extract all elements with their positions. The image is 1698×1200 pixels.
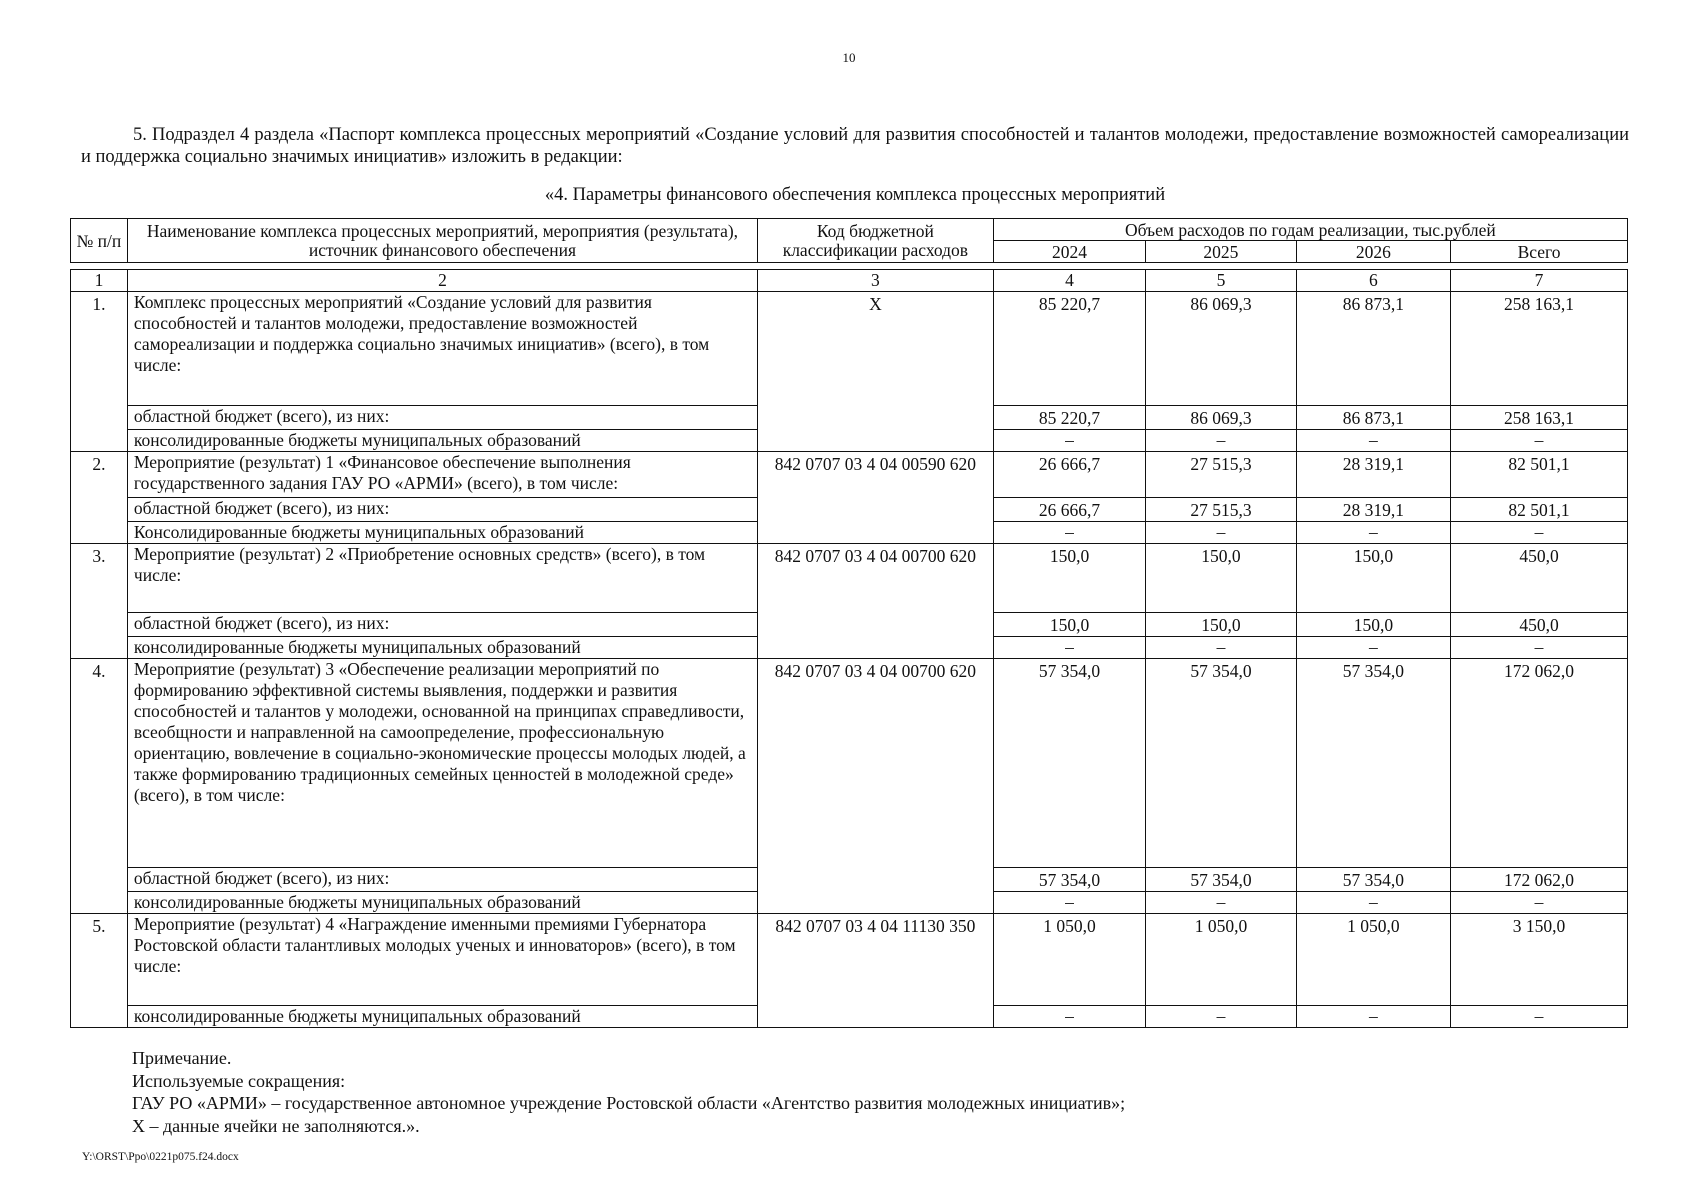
value-total: – [1451,637,1628,659]
row-name: областной бюджет (всего), из них: [127,498,757,522]
header-num: № п/п [71,219,128,263]
value-2024: 57 354,0 [993,659,1145,868]
value-2026: 150,0 [1296,613,1450,637]
value-2024: – [993,1006,1145,1028]
value-2024: 26 666,7 [993,452,1145,498]
table-row [71,452,1628,498]
row-name: консолидированные бюджеты муниципальных образований [127,637,757,659]
row-name: областной бюджет (всего), из них: [127,613,757,637]
value-total: 450,0 [1451,544,1628,613]
row-number: 3. [71,544,128,659]
table-row [71,914,1628,1006]
value-total: 172 062,0 [1451,868,1628,892]
row-code: X [758,292,994,452]
header-year-2025: 2025 [1146,241,1296,263]
header-code: Код бюджетной классификации расходов [758,219,994,263]
col-number: 6 [1296,270,1450,292]
value-total: – [1451,892,1628,914]
file-path: Y:\ORST\Ppo\0221p075.f24.docx [82,1151,239,1163]
value-2025: – [1146,892,1296,914]
value-2024: 150,0 [993,544,1145,613]
value-total: 450,0 [1451,613,1628,637]
value-2025: 27 515,3 [1146,498,1296,522]
note-heading: Примечание. [132,1048,232,1068]
value-2026: 86 873,1 [1296,292,1450,406]
value-2026: 28 319,1 [1296,498,1450,522]
header-volume: Объем расходов по годам реализации, тыс.рублей [993,219,1627,241]
table-title: «4. Параметры финансового обеспечения комплекса процессных мероприятий [544,185,1166,205]
col-number: 3 [758,270,994,292]
value-2026: – [1296,1006,1450,1028]
value-2024: 26 666,7 [993,498,1145,522]
value-2024: 85 220,7 [993,406,1145,430]
value-2025: 150,0 [1146,544,1296,613]
value-2024: – [993,637,1145,659]
row-name: консолидированные бюджеты муниципальных образований [127,1006,757,1028]
value-total: – [1451,430,1628,452]
col-number: 2 [127,270,757,292]
value-total: 258 163,1 [1451,292,1628,406]
value-2026: – [1296,892,1450,914]
value-2025: 86 069,3 [1146,292,1296,406]
header-year-2026: 2026 [1296,241,1450,263]
value-2025: 57 354,0 [1146,868,1296,892]
notes-block [132,1047,1125,1137]
row-name: консолидированные бюджеты муниципальных образований [127,430,757,452]
value-total: – [1451,1006,1628,1028]
row-name: Мероприятие (результат) 4 «Награждение именными премиями Губернатора Ростовской области талантливых молодых ученых и инноваторов» (всего), в том числе: [127,914,757,1006]
value-2025: – [1146,637,1296,659]
row-name: областной бюджет (всего), из них: [127,868,757,892]
value-2025: 86 069,3 [1146,406,1296,430]
col-number: 5 [1146,270,1296,292]
value-2026: 57 354,0 [1296,868,1450,892]
row-number: 5. [71,914,128,1028]
value-2024: 85 220,7 [993,292,1145,406]
value-2026: 57 354,0 [1296,659,1450,868]
intro-paragraph: 5. Подраздел 4 раздела «Паспорт комплекса процессных мероприятий «Создание условий для развития способностей и талантов молодежи, предоставление возможностей самореализации и поддержка социально значимых инициатив» изложить в редакции: [81,125,1629,167]
column-number-row [71,270,1628,292]
value-2024: 57 354,0 [993,868,1145,892]
value-2024: – [993,522,1145,544]
value-2025: 57 354,0 [1146,659,1296,868]
row-code: 842 0707 03 4 04 00590 620 [758,452,994,544]
row-number: 2. [71,452,128,544]
value-total: 82 501,1 [1451,452,1628,498]
row-name: Комплекс процессных мероприятий «Создание условий для развития способностей и талантов молодежи, предоставление возможностей самореализации и поддержка социально значимых инициатив» (всего), в том числе: [127,292,757,406]
value-2024: 1 050,0 [993,914,1145,1006]
row-name: Мероприятие (результат) 1 «Финансовое обеспечение выполнения государственного задания ГАУ РО «АРМИ» (всего), в том числе: [127,452,757,498]
value-2025: 27 515,3 [1146,452,1296,498]
value-2026: 86 873,1 [1296,406,1450,430]
table-row [71,659,1628,868]
row-name: Мероприятие (результат) 2 «Приобретение основных средств» (всего), в том числе: [127,544,757,613]
header-total: Всего [1451,241,1628,263]
value-2026: – [1296,522,1450,544]
header-name: Наименование комплекса процессных мероприятий, мероприятия (результата), источник финансового обеспечения [127,219,757,263]
row-name: Мероприятие (результат) 3 «Обеспечение реализации мероприятий по формированию эффективной системы выявления, поддержки и развития способностей и талантов у молодежи, основанной на принципах справедливости, всеобщности и направленной на самоопределение, профессиональную ориентацию, вовлечение в социально-экономические процессы молодых людей, а также формированию традиционных семейных ценностей в молодежной среде» (всего), в том числе: [127,659,757,868]
col-number: 1 [71,270,128,292]
value-2026: 1 050,0 [1296,914,1450,1006]
value-2026: – [1296,430,1450,452]
value-total: 82 501,1 [1451,498,1628,522]
note-abbrev-x: X – данные ячейки не заполняются.». [132,1115,420,1136]
value-total: – [1451,522,1628,544]
row-number: 1. [71,292,128,452]
row-name: Консолидированные бюджеты муниципальных образований [127,522,757,544]
value-2024: 150,0 [993,613,1145,637]
row-name: областной бюджет (всего), из них: [127,406,757,430]
row-code: 842 0707 03 4 04 11130 350 [758,914,994,1028]
value-2025: – [1146,1006,1296,1028]
value-2026: – [1296,637,1450,659]
value-total: 3 150,0 [1451,914,1628,1006]
table-row [71,292,1628,406]
value-2025: – [1146,430,1296,452]
value-2026: 28 319,1 [1296,452,1450,498]
note-abbrev-heading: Используемые сокращения: [132,1070,346,1091]
row-number: 4. [71,659,128,914]
col-number: 4 [993,270,1145,292]
value-2026: 150,0 [1296,544,1450,613]
value-total: 172 062,0 [1451,659,1628,868]
value-2025: 150,0 [1146,613,1296,637]
table-row [71,544,1628,613]
value-2025: 1 050,0 [1146,914,1296,1006]
value-total: 258 163,1 [1451,406,1628,430]
col-number: 7 [1451,270,1628,292]
value-2024: – [993,430,1145,452]
row-code: 842 0707 03 4 04 00700 620 [758,544,994,659]
page-number: 10 [842,50,856,65]
value-2025: – [1146,522,1296,544]
finance-table [70,269,1628,1028]
value-2024: – [993,892,1145,914]
row-name: консолидированные бюджеты муниципальных образований [127,892,757,914]
note-abbrev-armi: ГАУ РО «АРМИ» – государственное автономное учреждение Ростовской области «Агентство развития молодежных инициатив»; [132,1093,1126,1113]
header-year-2024: 2024 [993,241,1145,263]
table-header [70,218,1628,263]
row-code: 842 0707 03 4 04 00700 620 [758,659,994,914]
